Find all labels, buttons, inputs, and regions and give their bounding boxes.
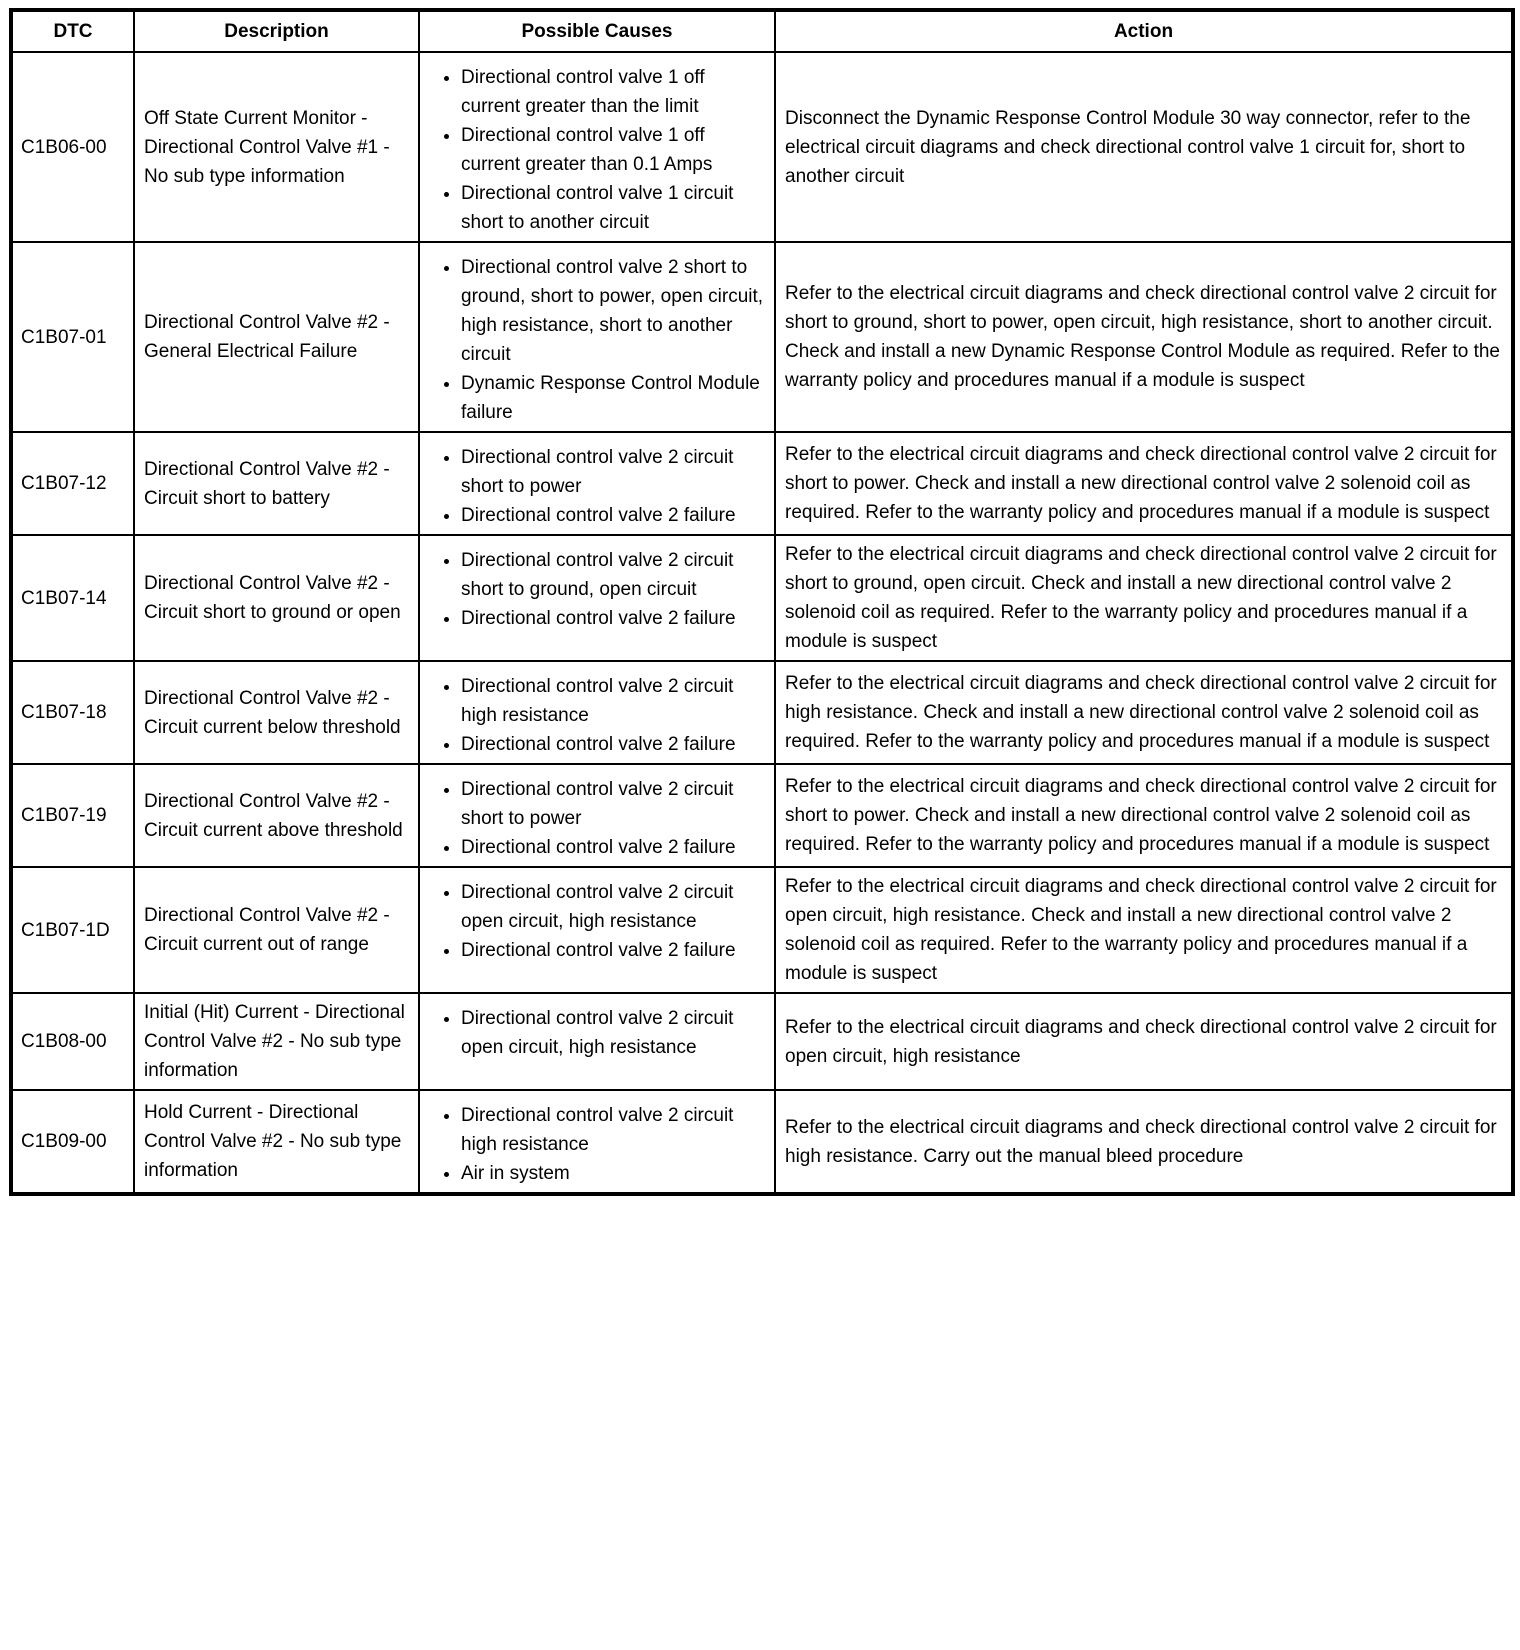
table-header-row [11,10,1513,52]
cause-item: • Air in system [461,1159,765,1188]
cause-item: • Directional control valve 2 circuit high resistance [461,1101,765,1159]
dtc-code: C1B06-00 [11,52,134,242]
cause-item: • Directional control valve 2 circuit short to power [461,443,765,501]
description-cell: Initial (Hit) Current - Directional Control Valve #2 - No sub type information [134,993,419,1090]
action-cell: Refer to the electrical circuit diagrams and check directional control valve 2 circuit for short to ground, open circuit. Check and install a new directional control valve 2 solenoid coil as required. Refer to the warranty policy and procedures manual if a module is suspect [775,535,1513,661]
description-cell: Directional Control Valve #2 - Circuit short to battery [134,432,419,535]
table-row [11,867,1513,993]
action-cell: Refer to the electrical circuit diagrams and check directional control valve 2 circuit for short to ground, short to power, open circuit, high resistance, short to another circuit. Check and install a new Dynamic Response Control Module as required. Refer to the warranty policy and procedures manual if a module is suspect [775,242,1513,432]
possible-causes-cell [419,535,775,661]
action-cell: Refer to the electrical circuit diagrams and check directional control valve 2 circuit for open circuit, high resistance. Check and install a new directional control valve 2 solenoid coil as required. Refer to the warranty policy and procedures manual if a module is suspect [775,867,1513,993]
dtc-code: C1B07-18 [11,661,134,764]
column-header-dtc: DTC [11,10,134,52]
description-cell: Directional Control Valve #2 - Circuit short to ground or open [134,535,419,661]
cause-item: • Directional control valve 2 failure [461,833,765,862]
description-cell: Directional Control Valve #2 - Circuit current below threshold [134,661,419,764]
cause-item: • Directional control valve 1 circuit short to another circuit [461,179,765,237]
dtc-code: C1B07-1D [11,867,134,993]
column-header-action: Action [775,10,1513,52]
causes-list [429,63,765,237]
column-header-description: Description [134,10,419,52]
cause-item: • Directional control valve 2 failure [461,936,765,965]
causes-list [429,253,765,427]
dtc-table [9,8,1515,1196]
cause-item: • Directional control valve 1 off current greater than the limit [461,63,765,121]
cause-item: • Directional control valve 2 failure [461,501,765,530]
table-row [11,535,1513,661]
dtc-code: C1B09-00 [11,1090,134,1194]
possible-causes-cell [419,867,775,993]
table-row [11,993,1513,1090]
table-body [11,52,1513,1194]
possible-causes-cell [419,993,775,1090]
cause-item: • Directional control valve 2 short to ground, short to power, open circuit, high resistance, short to another circuit [461,253,765,369]
causes-list [429,443,765,530]
table-row [11,661,1513,764]
dtc-code: C1B07-14 [11,535,134,661]
table-row [11,764,1513,867]
possible-causes-cell [419,1090,775,1194]
cause-item: • Directional control valve 2 failure [461,730,765,759]
description-cell: Directional Control Valve #2 - Circuit current above threshold [134,764,419,867]
causes-list [429,546,765,633]
dtc-code: C1B07-19 [11,764,134,867]
possible-causes-cell [419,242,775,432]
causes-list [429,672,765,759]
cause-item: • Directional control valve 2 failure [461,604,765,633]
action-cell: Refer to the electrical circuit diagrams and check directional control valve 2 circuit for open circuit, high resistance [775,993,1513,1090]
cause-item: • Directional control valve 2 circuit high resistance [461,672,765,730]
cause-item: • Directional control valve 2 circuit open circuit, high resistance [461,878,765,936]
action-cell: Refer to the electrical circuit diagrams and check directional control valve 2 circuit for high resistance. Check and install a new directional control valve 2 solenoid coil as required. Refer to the warranty policy and procedures manual if a module is suspect [775,661,1513,764]
causes-list [429,1004,765,1062]
cause-item: • Dynamic Response Control Module failure [461,369,765,427]
causes-list [429,775,765,862]
column-header-possible-causes: Possible Causes [419,10,775,52]
possible-causes-cell [419,52,775,242]
possible-causes-cell [419,432,775,535]
cause-item: • Directional control valve 2 circuit short to power [461,775,765,833]
action-cell: Refer to the electrical circuit diagrams and check directional control valve 2 circuit for high resistance. Carry out the manual bleed procedure [775,1090,1513,1194]
dtc-code: C1B08-00 [11,993,134,1090]
action-cell: Disconnect the Dynamic Response Control Module 30 way connector, refer to the electrical circuit diagrams and check directional control valve 1 circuit for, short to another circuit [775,52,1513,242]
dtc-code: C1B07-01 [11,242,134,432]
action-cell: Refer to the electrical circuit diagrams and check directional control valve 2 circuit for short to power. Check and install a new directional control valve 2 solenoid coil as required. Refer to the warranty policy and procedures manual if a module is suspect [775,764,1513,867]
dtc-code: C1B07-12 [11,432,134,535]
description-cell: Directional Control Valve #2 - General Electrical Failure [134,242,419,432]
action-cell: Refer to the electrical circuit diagrams and check directional control valve 2 circuit for short to power. Check and install a new directional control valve 2 solenoid coil as required. Refer to the warranty policy and procedures manual if a module is suspect [775,432,1513,535]
possible-causes-cell [419,661,775,764]
table-row [11,242,1513,432]
causes-list [429,1101,765,1188]
table-row [11,432,1513,535]
cause-item: • Directional control valve 2 circuit short to ground, open circuit [461,546,765,604]
cause-item: • Directional control valve 1 off current greater than 0.1 Amps [461,121,765,179]
causes-list [429,878,765,965]
description-cell: Hold Current - Directional Control Valve #2 - No sub type information [134,1090,419,1194]
table-row [11,52,1513,242]
possible-causes-cell [419,764,775,867]
table-row [11,1090,1513,1194]
cause-item: • Directional control valve 2 circuit open circuit, high resistance [461,1004,765,1062]
description-cell: Directional Control Valve #2 - Circuit current out of range [134,867,419,993]
description-cell: Off State Current Monitor - Directional Control Valve #1 - No sub type information [134,52,419,242]
